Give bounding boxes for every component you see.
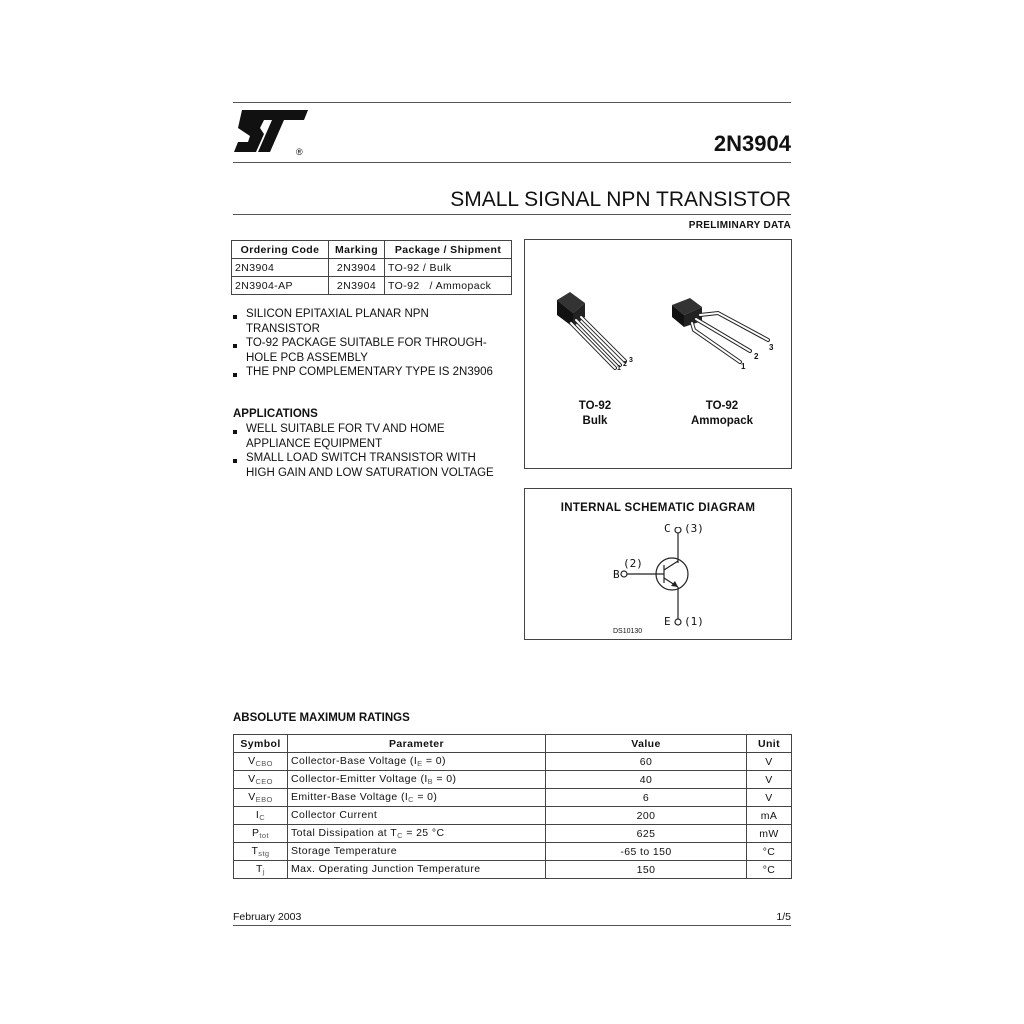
col-header: Symbol xyxy=(234,735,288,753)
package-box xyxy=(524,239,792,469)
value-cell: 150 xyxy=(546,861,747,879)
base-pin: (2) xyxy=(623,557,643,570)
page-number: 1/5 xyxy=(776,911,791,923)
cell: 2N3904 xyxy=(329,277,385,295)
col-header: Package / Shipment xyxy=(385,241,512,259)
preliminary-label: PRELIMINARY DATA xyxy=(688,220,791,231)
ordering-table xyxy=(231,240,512,295)
list-item: WELL SUITABLE FOR TV AND HOME APPLIANCE EQUIPMENT xyxy=(233,422,503,451)
table-row xyxy=(234,753,792,771)
feature-list xyxy=(233,307,503,380)
unit-cell: V xyxy=(747,753,792,771)
value-cell: 200 xyxy=(546,807,747,825)
to92-ammopack-image xyxy=(670,295,780,375)
collector-label: C xyxy=(664,522,671,535)
table-row xyxy=(234,789,792,807)
col-header: Value xyxy=(546,735,747,753)
cell: TO-92 / Bulk xyxy=(385,259,512,277)
pin-label: 2 xyxy=(623,361,627,368)
parameter-cell: Emitter-Base Voltage $(I_C = 0)$ xyxy=(288,789,546,807)
unit-cell: V xyxy=(747,789,792,807)
table-row xyxy=(234,843,792,861)
footer-rule xyxy=(233,925,791,926)
pin-label: 1 xyxy=(617,365,621,372)
col-header: Unit xyxy=(747,735,792,753)
table-row xyxy=(232,259,512,277)
list-item: THE PNP COMPLEMENTARY TYPE IS 2N3906 xyxy=(233,365,503,380)
value-cell: 6 xyxy=(546,789,747,807)
cell: TO-92 / Ammopack xyxy=(385,277,512,295)
unit-cell: mW xyxy=(747,825,792,843)
unit-cell: V xyxy=(747,771,792,789)
applications-heading: APPLICATIONS xyxy=(233,408,318,420)
st-logo xyxy=(234,110,314,158)
list-item: TO-92 PACKAGE SUITABLE FOR THROUGH-HOLE PCB ASSEMBLY xyxy=(233,336,503,365)
parameter-cell: Collector-Emitter Voltage $(I_B = 0)$ xyxy=(288,771,546,789)
symbol-cell: $P_{tot}$ xyxy=(234,825,288,843)
header-rule xyxy=(233,162,791,163)
cell: 2N3904-AP xyxy=(232,277,329,295)
footer-date: February 2003 xyxy=(233,911,302,923)
symbol-cell: $V_{EBO}$ xyxy=(234,789,288,807)
package-label-ammopack: TO-92 Ammopack xyxy=(691,400,753,427)
pin-label: 3 xyxy=(769,343,774,352)
pin-label: 1 xyxy=(741,362,746,371)
list-item: SMALL LOAD SWITCH TRANSISTOR WITH HIGH GAIN AND LOW SATURATION VOLTAGE xyxy=(233,451,503,480)
col-header: Ordering Code xyxy=(232,241,329,259)
npn-transistor-symbol xyxy=(615,527,695,627)
pin-label: 2 xyxy=(754,352,759,361)
svg-text:®: ® xyxy=(296,147,303,157)
col-header: Parameter xyxy=(288,735,546,753)
list-item: SILICON EPITAXIAL PLANAR NPN TRANSISTOR xyxy=(233,307,503,336)
schematic-box xyxy=(524,488,792,640)
table-row xyxy=(234,807,792,825)
symbol-cell: $T_j$ xyxy=(234,861,288,879)
parameter-cell: Max. Operating Junction Temperature xyxy=(288,861,546,879)
schematic-title: INTERNAL SCHEMATIC DIAGRAM xyxy=(560,502,756,514)
cell: 2N3904 xyxy=(329,259,385,277)
parameter-cell: Storage Temperature xyxy=(288,843,546,861)
table-row xyxy=(232,277,512,295)
col-header: Marking xyxy=(329,241,385,259)
ratings-table xyxy=(233,734,792,879)
top-rule xyxy=(233,102,791,103)
value-cell: 60 xyxy=(546,753,747,771)
emitter-label: E xyxy=(664,615,671,628)
base-label: B xyxy=(613,568,620,581)
emitter-pin: (1) xyxy=(684,615,704,628)
table-row xyxy=(234,771,792,789)
title-rule xyxy=(233,214,791,215)
part-number: 2N3904 xyxy=(713,131,791,156)
package-label-bulk: TO-92 Bulk xyxy=(578,400,612,427)
ratings-heading: ABSOLUTE MAXIMUM RATINGS xyxy=(233,712,410,724)
symbol-cell: $V_{CBO}$ xyxy=(234,753,288,771)
symbol-cell: $V_{CEO}$ xyxy=(234,771,288,789)
unit-cell: mA xyxy=(747,807,792,825)
table-row xyxy=(234,825,792,843)
drawing-code: DS10130 xyxy=(613,628,643,635)
value-cell: -65 to 150 xyxy=(546,843,747,861)
unit-cell: °C xyxy=(747,861,792,879)
parameter-cell: Collector-Base Voltage $(I_E = 0)$ xyxy=(288,753,546,771)
value-cell: 625 xyxy=(546,825,747,843)
table-row xyxy=(234,861,792,879)
unit-cell: °C xyxy=(747,843,792,861)
parameter-cell: Collector Current xyxy=(288,807,546,825)
value-cell: 40 xyxy=(546,771,747,789)
cell: 2N3904 xyxy=(232,259,329,277)
parameter-cell: Total Dissipation at $T_C = 25$ °C xyxy=(288,825,546,843)
applications-list xyxy=(233,422,503,480)
symbol-cell: $T_{stg}$ xyxy=(234,843,288,861)
symbol-cell: $I_C$ xyxy=(234,807,288,825)
page-title: SMALL SIGNAL NPN TRANSISTOR xyxy=(450,188,791,211)
pin-label: 3 xyxy=(629,357,633,364)
collector-pin: (3) xyxy=(684,522,704,535)
